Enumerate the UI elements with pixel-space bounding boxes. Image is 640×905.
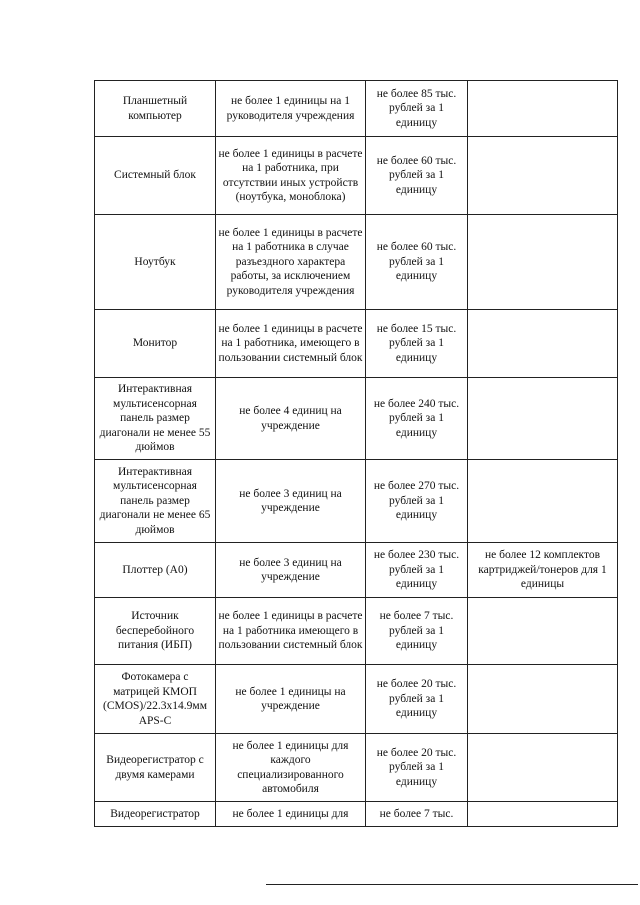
consumables-cell: [468, 665, 618, 734]
quantity-cell: не более 1 единицы в расчете на 1 работника, при отсутствии иных устройств (ноутбука, моноблока): [216, 137, 366, 215]
item-name-cell: Видеорегистратор: [95, 802, 216, 827]
quantity-cell: не более 1 единицы для: [216, 802, 366, 827]
table-row: [95, 802, 618, 827]
quantity-cell: не более 3 единиц на учреждение: [216, 543, 366, 598]
item-name-cell: Интерактивная мультисенсорная панель размер диагонали не менее 55 дюймов: [95, 378, 216, 460]
item-name-cell: Монитор: [95, 310, 216, 378]
consumables-cell: [468, 378, 618, 460]
consumables-cell: [468, 598, 618, 665]
table-row: [95, 665, 618, 734]
item-name-cell: Плоттер (А0): [95, 543, 216, 598]
price-cell: не более 15 тыс. рублей за 1 единицу: [366, 310, 468, 378]
price-cell: не более 230 тыс. рублей за 1 единицу: [366, 543, 468, 598]
quantity-cell: не более 1 единицы на 1 руководителя учреждения: [216, 81, 366, 137]
norms-table: [94, 80, 618, 827]
item-name-cell: Видеорегистратор с двумя камерами: [95, 734, 216, 802]
consumables-cell: [468, 137, 618, 215]
item-name-cell: Ноутбук: [95, 215, 216, 310]
quantity-cell: не более 1 единицы на учреждение: [216, 665, 366, 734]
table-row: [95, 460, 618, 543]
item-name-cell: Системный блок: [95, 137, 216, 215]
table-row: [95, 81, 618, 137]
table-row: [95, 734, 618, 802]
table-row: [95, 310, 618, 378]
table-row: [95, 543, 618, 598]
price-cell: не более 7 тыс. рублей за 1 единицу: [366, 598, 468, 665]
quantity-cell: не более 1 единицы для каждого специализированного автомобиля: [216, 734, 366, 802]
price-cell: не более 20 тыс. рублей за 1 единицу: [366, 734, 468, 802]
consumables-cell: [468, 460, 618, 543]
item-name-cell: Интерактивная мультисенсорная панель размер диагонали не менее 65 дюймов: [95, 460, 216, 543]
quantity-cell: не более 1 единицы в расчете на 1 работника, имеющего в пользовании системный блок: [216, 310, 366, 378]
price-cell: не более 240 тыс. рублей за 1 единицу: [366, 378, 468, 460]
consumables-cell: не более 12 комплектов картриджей/тонеров для 1 единицы: [468, 543, 618, 598]
table-row: [95, 137, 618, 215]
table-row: [95, 378, 618, 460]
consumables-cell: [468, 215, 618, 310]
price-cell: не более 7 тыс.: [366, 802, 468, 827]
price-cell: не более 60 тыс. рублей за 1 единицу: [366, 215, 468, 310]
table-row: [95, 215, 618, 310]
quantity-cell: не более 1 единицы в расчете на 1 работника в случае разъездного характера работы, за исключением руководителя учреждения: [216, 215, 366, 310]
price-cell: не более 20 тыс. рублей за 1 единицу: [366, 665, 468, 734]
consumables-cell: [468, 802, 618, 827]
price-cell: не более 85 тыс. рублей за 1 единицу: [366, 81, 468, 137]
table-row: [95, 598, 618, 665]
quantity-cell: не более 1 единицы в расчете на 1 работника имеющего в пользовании системный блок: [216, 598, 366, 665]
consumables-cell: [468, 310, 618, 378]
price-cell: не более 60 тыс. рублей за 1 единицу: [366, 137, 468, 215]
item-name-cell: Источник бесперебойного питания (ИБП): [95, 598, 216, 665]
consumables-cell: [468, 734, 618, 802]
price-cell: не более 270 тыс. рублей за 1 единицу: [366, 460, 468, 543]
item-name-cell: Планшетный компьютер: [95, 81, 216, 137]
item-name-cell: Фотокамера с матрицей КМОП (CMOS)/22.3x14.9мм APS-C: [95, 665, 216, 734]
consumables-cell: [468, 81, 618, 137]
quantity-cell: не более 3 единиц на учреждение: [216, 460, 366, 543]
quantity-cell: не более 4 единиц на учреждение: [216, 378, 366, 460]
footer-divider: [266, 884, 638, 885]
